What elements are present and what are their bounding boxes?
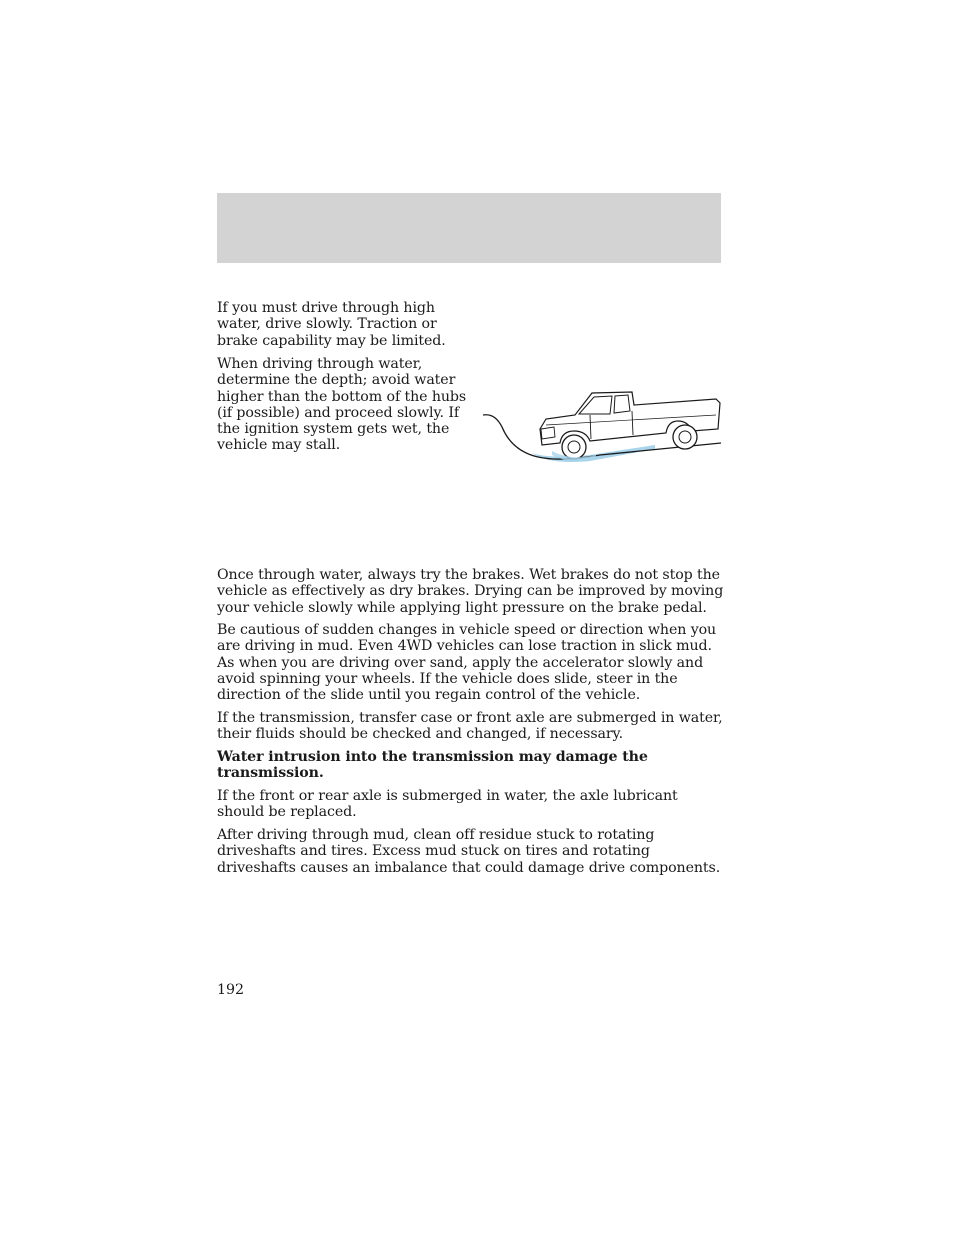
paragraph-axle-lubricant: If the front or rear axle is submerged in water, the axle lubricant should be replaced. xyxy=(217,788,678,821)
paragraph-mud-residue: After driving through mud, clean off residue stuck to rotating driveshafts and tires. Excess mud stuck on tires and rotating driveshafts causes an imbalance that could damage drive components. xyxy=(217,827,721,876)
pickup-truck-in-water-icon xyxy=(480,385,722,467)
page-number: 192 xyxy=(217,982,245,998)
warning-transmission: Water intrusion into the transmission may damage the transmission. xyxy=(217,749,648,782)
paragraph-mud: Be cautious of sudden changes in vehicle speed or direction when you are driving in mud. Even 4WD vehicles can lose traction in slick mud. As when you are driving over sand, apply the accelerator slowly and avoid spinning your wheels. If the vehicle does slide, steer in the direction of the slide until you regain control of the vehicle. xyxy=(217,622,717,704)
paragraph-fluids: If the transmission, transfer case or front axle are submerged in water, their fluids should be checked and changed, if necessary. xyxy=(217,710,723,743)
section-header-band xyxy=(217,193,721,263)
paragraph-water-depth: When driving through water, determine the depth; avoid water higher than the bottom of the hubs (if possible) and proceed slowly. If the ignition system gets wet, the vehicle may stall. xyxy=(217,356,467,454)
paragraph-high-water: If you must drive through high water, drive slowly. Traction or brake capability may be limited. xyxy=(217,300,446,349)
paragraph-brakes: Once through water, always try the brakes. Wet brakes do not stop the vehicle as effectively as dry brakes. Drying can be improved by moving your vehicle slowly while applying light pressure on the brake pedal. xyxy=(217,567,724,616)
